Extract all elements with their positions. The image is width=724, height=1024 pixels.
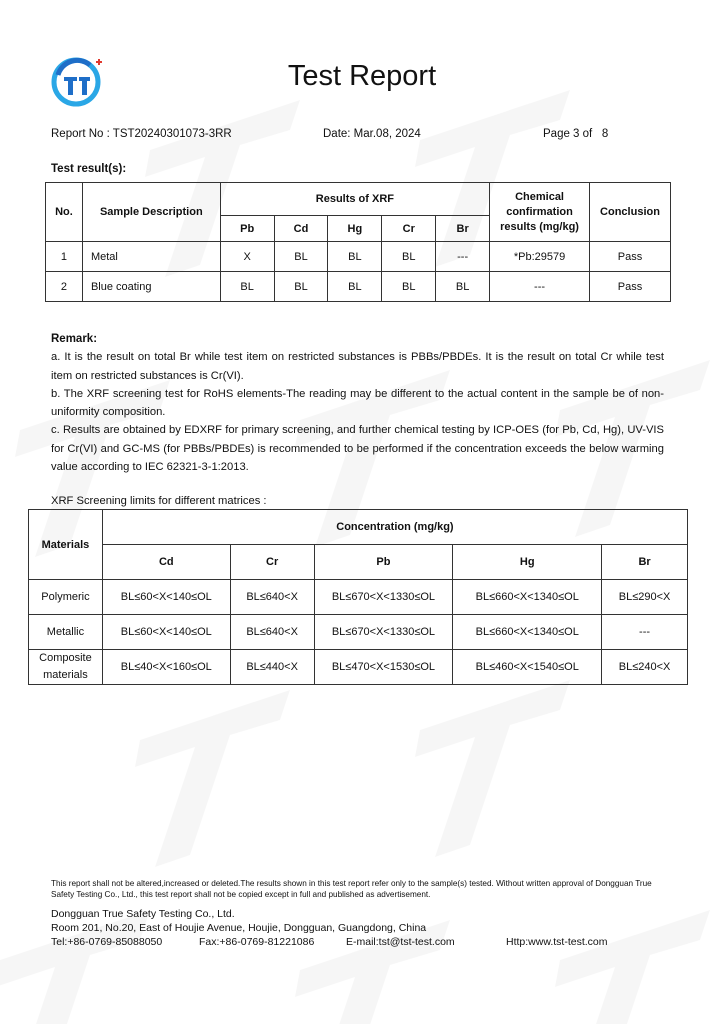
cell-material: Polymeric [29,580,103,615]
cell-description: Blue coating [82,272,220,302]
page-indicator [543,128,608,140]
cell-chemical: *Pb:29579 [490,242,590,272]
cell-value: BL≤60<X<140≤OL [102,580,230,615]
col-element: Cd [274,216,328,242]
cell-value: --- [436,242,490,272]
col-element: Br [602,545,688,580]
col-element: Cr [230,545,314,580]
col-conclusion: Conclusion [590,183,671,242]
cell-value: BL≤290<X [602,580,688,615]
cell-value: BL≤640<X [230,580,314,615]
cell-value: BL [382,242,436,272]
cell-value: BL [436,272,490,302]
cell-conclusion: Pass [590,242,671,272]
report-date: Date: Mar.08, 2024 [323,128,421,140]
cell-value: X [220,242,274,272]
footer-fax: Fax:+86-0769-81221086 [199,936,315,948]
cell-no: 1 [46,242,83,272]
remark-heading: Remark: [51,333,98,345]
footer-website[interactable]: Http:www.tst-test.com [506,936,608,948]
cell-value: BL≤460<X<1540≤OL [453,650,602,685]
cell-value: BL≤660<X<1340≤OL [453,615,602,650]
col-chemical: Chemical confirmation results (mg/kg) [490,183,590,242]
page-total: 8 [601,128,609,140]
cell-no: 2 [46,272,83,302]
cell-chemical: --- [490,272,590,302]
cell-description: Metal [82,242,220,272]
col-element: Hg [328,216,382,242]
col-element: Br [436,216,490,242]
cell-value: BL≤40<X<160≤OL [102,650,230,685]
col-element: Pb [220,216,274,242]
cell-value: BL [220,272,274,302]
col-concentration: Concentration (mg/kg) [102,510,687,545]
cell-value: --- [602,615,688,650]
cell-value: BL≤640<X [230,615,314,650]
col-no: No. [46,183,83,242]
cell-value: BL≤470<X<1530≤OL [314,650,453,685]
page-title: Test Report [287,60,437,92]
footer-disclaimer: This report shall not be altered,increased or deleted.The results shown in this test report refer only to the sample(s) tested. Without written approval of Dongguan True Safety Testing Co., Ltd., this test report shall not be copied except in full and published as advertisement. [51,879,652,899]
footer-company: Dongguan True Safety Testing Co., Ltd. [51,908,235,920]
cell-value: BL≤660<X<1340≤OL [453,580,602,615]
footer-tel: Tel:+86-0769-85088050 [51,936,163,948]
col-element: Hg [453,545,602,580]
cell-value: BL≤440<X [230,650,314,685]
cell-value: BL≤670<X<1330≤OL [314,580,453,615]
col-element: Pb [314,545,453,580]
col-materials: Materials [29,510,103,580]
col-element: Cr [382,216,436,242]
table-row [46,272,671,302]
cell-value: BL [274,272,328,302]
results-heading: Test result(s): [51,163,127,175]
cell-material: Composite materials [29,650,103,685]
remark-b: b. The XRF screening test for RoHS elements-The reading may be different to the actual content in the sample be of non-uniformity composition. [51,387,664,419]
page-label: Page 3 of [543,128,593,140]
cell-value: BL [328,242,382,272]
table-row [29,650,688,685]
cell-value: BL≤670<X<1330≤OL [314,615,453,650]
results-table [45,182,671,302]
table-row [46,242,671,272]
report-number: Report No : TST20240301073-3RR [51,128,232,140]
table-row [29,615,688,650]
cell-conclusion: Pass [590,272,671,302]
remark-section [51,330,664,476]
cell-value: BL≤240<X [602,650,688,685]
limits-table [28,509,688,685]
cell-value: BL≤60<X<140≤OL [102,615,230,650]
remark-a: a. It is the result on total Br while test item on restricted substances is PBBs/PBDEs. It is the result on total Cr while test item on restricted substances is Cr(VI). [51,351,664,382]
footer-address: Room 201, No.20, East of Houjie Avenue, Houjie, Dongguan, Guangdong, China [51,922,427,934]
col-description: Sample Description [82,183,220,242]
cell-value: BL [274,242,328,272]
remark-c: c. Results are obtained by EDXRF for primary screening, and further chemical testing by ICP-OES (for Pb, Cd, Hg), UV-VIS for Cr(VI) and GC-MS (for PBBs/PBDEs) is recommended to be performed if the concentration exceeds the below warming value according to IEC 62321-3-1:2013. [51,424,664,474]
limits-caption: XRF Screening limits for different matrices : [51,495,267,507]
table-row [29,580,688,615]
cell-material: Metallic [29,615,103,650]
cell-value: BL [382,272,436,302]
footer-email[interactable]: E-mail:tst@tst-test.com [346,936,455,948]
col-xrf: Results of XRF [220,183,489,216]
cell-value: BL [328,272,382,302]
col-element: Cd [102,545,230,580]
